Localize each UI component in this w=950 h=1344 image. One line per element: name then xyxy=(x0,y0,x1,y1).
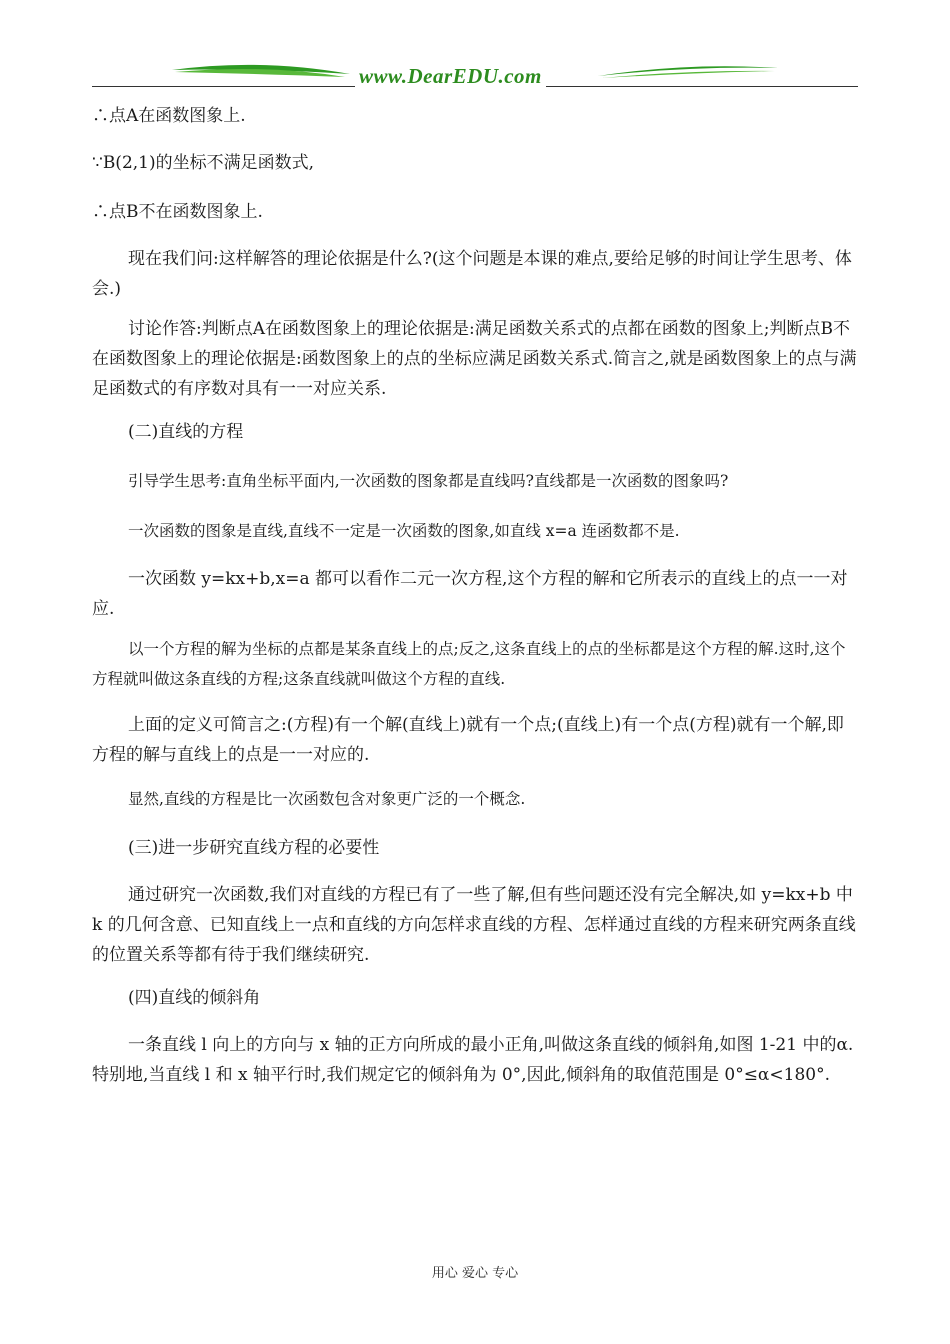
paragraph-6: 引导学生思考:直角坐标平面内,一次函数的图象都是直线吗?直线都是一次函数的图象吗? xyxy=(128,472,729,490)
paragraph-8: 一次函数 y=kx+b,x=a 都可以看作二元一次方程,这个方程的解和它所表示的直线上的点一一对应. xyxy=(92,569,848,619)
page-footer: 用心 爱心 专心 xyxy=(431,1266,519,1281)
page-header xyxy=(0,0,950,95)
paragraph-1: ∴点A在函数图象上. xyxy=(92,106,246,126)
site-logo: www.DearEDU.com xyxy=(355,64,546,89)
paragraph-11: 显然,直线的方程是比一次函数包含对象更广泛的一个概念. xyxy=(128,790,526,808)
paragraph-9: 以一个方程的解为坐标的点都是某条直线上的点;反之,这条直线上的点的坐标都是这个方程的解.这时,这个方程就叫做这条直线的方程;这条直线就叫做这个方程的直线. xyxy=(92,640,846,688)
section-heading-2: (二)直线的方程 xyxy=(128,422,244,442)
paragraph-5: 讨论作答:判断点A在函数图象上的理论依据是:满足函数关系式的点都在函数的图象上;判断点B不在函数图象上的理论依据是:函数图象上的点的坐标应满足函数关系式.简言之,就是函数图象上的点与满足函数式的有序数对具有一一对应关系. xyxy=(92,319,857,399)
paragraph-4: 现在我们问:这样解答的理论依据是什么?(这个问题是本课的难点,要给足够的时间让学生思考、体会.) xyxy=(92,249,852,299)
paragraph-3: ∴点B不在函数图象上. xyxy=(92,202,263,222)
section-heading-4: (四)直线的倾斜角 xyxy=(128,988,261,1008)
paragraph-2: ∵B(2,1)的坐标不满足函数式, xyxy=(92,153,315,173)
paragraph-10: 上面的定义可简言之:(方程)有一个解(直线上)就有一个点;(直线上)有一个点(方程)就有一个解,即方程的解与直线上的点是一一对应的. xyxy=(92,715,844,765)
paragraph-13: 一条直线 l 向上的方向与 x 轴的正方向所成的最小正角,叫做这条直线的倾斜角,如图 1-21 中的α.特别地,当直线 l 和 x 轴平行时,我们规定它的倾斜角为 0°,因此,倾斜角的取值范围是 0°≤α<180°. xyxy=(92,1035,854,1085)
paragraph-7: 一次函数的图象是直线,直线不一定是一次函数的图象,如直线 x=a 连函数都不是. xyxy=(128,522,680,540)
paragraph-12: 通过研究一次函数,我们对直线的方程已有了一些了解,但有些问题还没有完全解决,如 y=kx+b 中 k 的几何含意、已知直线上一点和直线的方向怎样求直线的方程、怎样通过直线的方程来研究两条直线的位置关系等都有待于我们继续研究. xyxy=(92,885,856,965)
section-heading-3: (三)进一步研究直线方程的必要性 xyxy=(128,838,380,858)
